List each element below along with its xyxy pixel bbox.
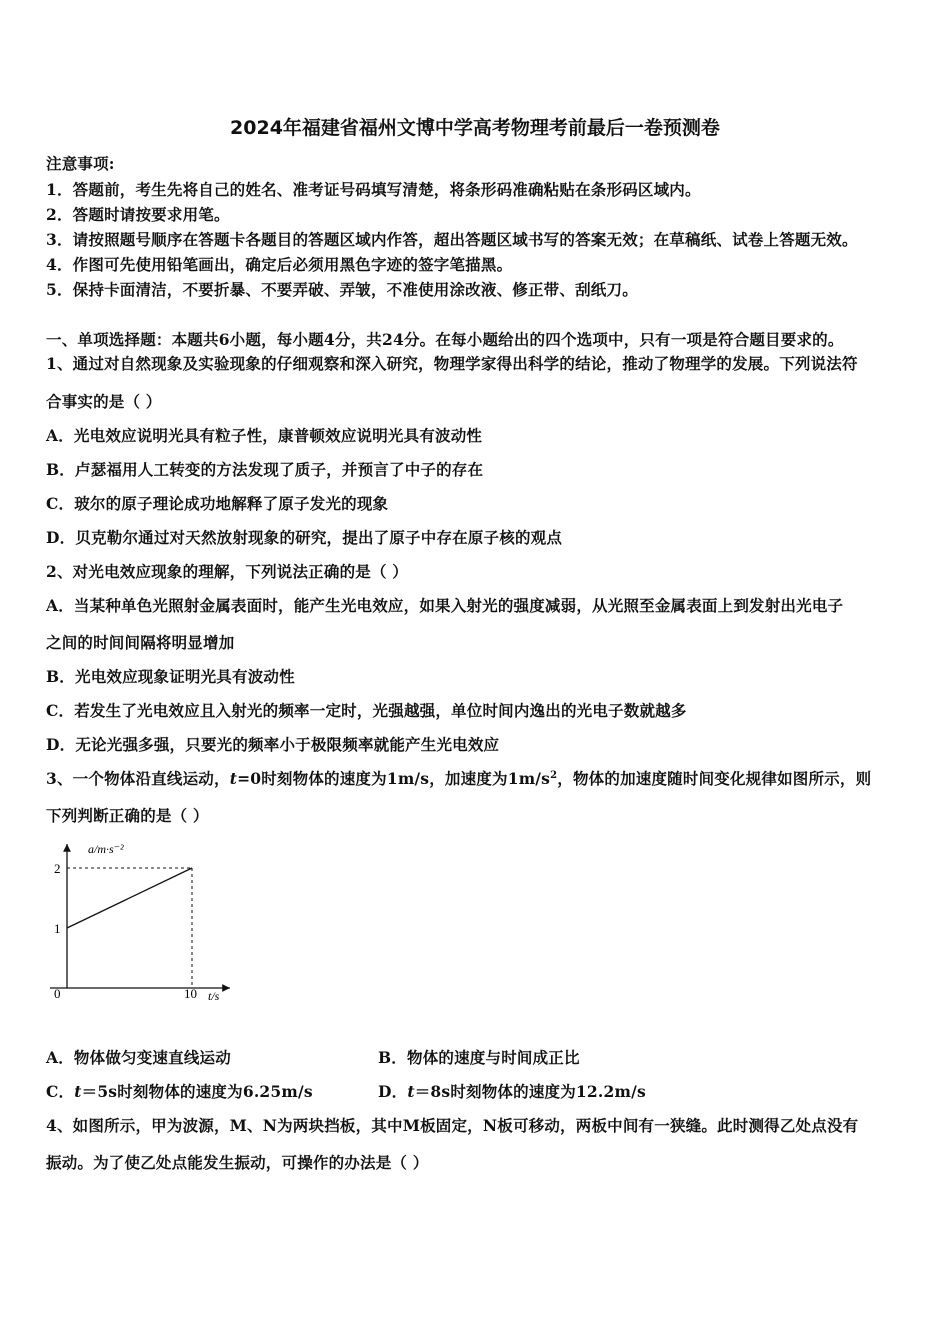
question-4-stem: 振动。为了使乙处点能发生振动，可操作的办法是（ ） — [46, 1153, 429, 1172]
question-1-option-c: C．玻尔的原子理论成功地解释了原子发光的现象 — [46, 494, 389, 513]
y-tick-label: 2 — [54, 861, 61, 876]
notice-item: 3．请按照题号顺序在答题卡各题目的答题区域内作答，超出答题区域书写的答案无效；在草稿纸、试卷上答题无效。 — [46, 230, 858, 249]
question-2-stem: 2、对光电效应现象的理解，下列说法正确的是（ ） — [46, 562, 408, 581]
question-1-option-d: D．贝克勒尔通过对天然放射现象的研究，提出了原子中存在原子核的观点 — [46, 528, 563, 547]
question-4-stem: 4、如图所示，甲为波源，M、N为两块挡板，其中M板固定，N板可移动，两板中间有一狭缝。此时测得乙处点没有 — [46, 1116, 859, 1135]
y-tick-label: 1 — [54, 921, 61, 936]
question-2-option-b: B．光电效应现象证明光具有波动性 — [46, 667, 295, 686]
notice-item: 1．答题前，考生先将自己的姓名、准考证号码填写清楚，将条形码准确粘贴在条形码区域内。 — [46, 180, 701, 199]
question-2-option-d: D．无论光强多强，只要光的频率小于极限频率就能产生光电效应 — [46, 735, 500, 754]
question-2-option-a-cont: 之间的时间间隔将明显增加 — [46, 633, 235, 652]
question-3-option-d: D．t＝8s时刻物体的速度为12.2m/s — [378, 1082, 646, 1101]
notice-heading: 注意事项: — [46, 154, 115, 173]
origin-label: 0 — [54, 986, 61, 1001]
question-3-option-b: B．物体的速度与时间成正比 — [378, 1048, 580, 1067]
question-2-option-c: C．若发生了光电效应且入射光的频率一定时，光强越强，单位时间内逸出的光电子数就越多 — [46, 701, 687, 720]
notice-item: 5．保持卡面清洁，不要折暴、不要弄破、弄皱，不准使用涂改液、修正带、刮纸刀。 — [46, 280, 638, 299]
question-1-stem: 合事实的是（ ） — [46, 392, 162, 411]
question-3-stem: 3、一个物体沿直线运动，t=0时刻物体的速度为1m/s，加速度为$1m/s^2$，物体的加速度随时间变化规律如图所示，则 — [46, 769, 872, 788]
question-3-option-a: A．物体做匀变速直线运动 — [46, 1048, 231, 1067]
question-1-option-a: A．光电效应说明光具有粒子性，康普顿效应说明光具有波动性 — [46, 426, 483, 445]
acceleration-line — [67, 868, 192, 928]
x-tick-label: 10 — [184, 986, 197, 1001]
question-1-option-b: B．卢瑟福用人工转变的方法发现了质子，并预言了中子的存在 — [46, 460, 484, 479]
x-axis-label: t/s — [208, 989, 220, 1003]
section-heading: 一、单项选择题：本题共6小题，每小题4分，共24分。在每小题给出的四个选项中，只有一项是符合题目要求的。 — [46, 330, 844, 349]
page-title: 2024年福建省福州文博中学高考物理考前最后一卷预测卷 — [230, 117, 720, 139]
question-1-stem: 1、通过对自然现象及实验现象的仔细观察和深入研究，物理学家得出科学的结论，推动了物理学的发展。下列说法符 — [46, 354, 858, 373]
acceleration-time-graph — [40, 838, 240, 1013]
notice-item: 2．答题时请按要求用笔。 — [46, 205, 230, 224]
question-3-stem: 下列判断正确的是（ ） — [46, 806, 209, 825]
notice-item: 4．作图可先使用铅笔画出，确定后必须用黑色字迹的签字笔描黑。 — [46, 255, 513, 274]
question-2-option-a: A．当某种单色光照射金属表面时，能产生光电效应，如果入射光的强度减弱，从光照至金属表面上到发射出光电子 — [46, 596, 844, 615]
question-3-option-c: C．t＝5s时刻物体的速度为6.25m/s — [46, 1082, 313, 1101]
y-axis-label: a/m·s⁻² — [88, 842, 124, 856]
